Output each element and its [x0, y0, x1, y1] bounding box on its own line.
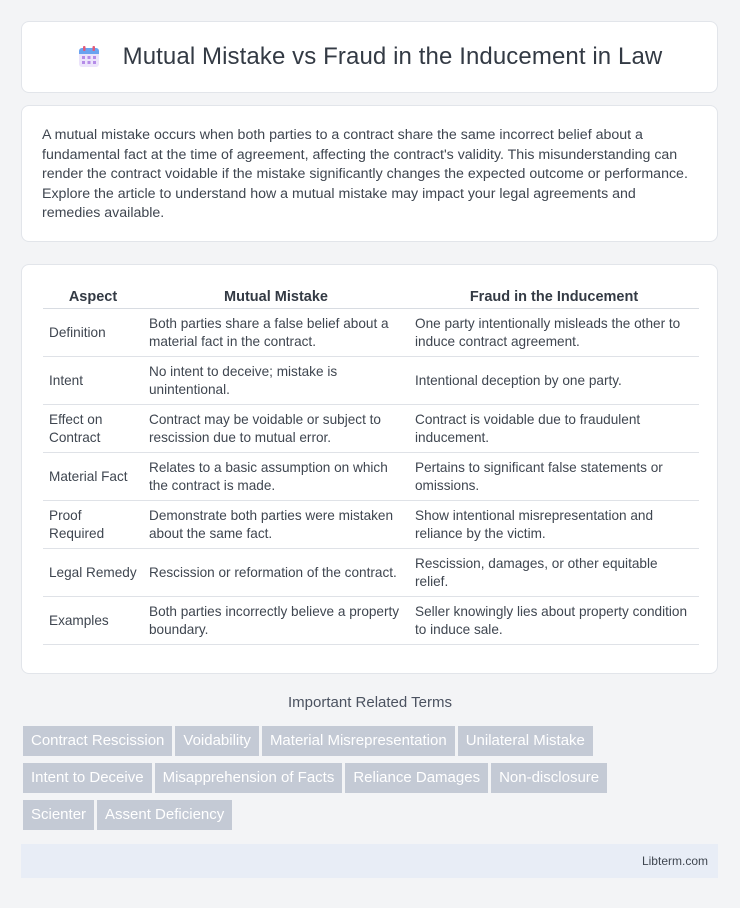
row-fraud: Contract is voidable due to fraudulent inducement.	[409, 405, 699, 453]
row-fraud: Pertains to significant false statements or omissions.	[409, 453, 699, 501]
calendar-icon	[77, 45, 101, 69]
row-fraud: One party intentionally misleads the other to induce contract agreement.	[409, 309, 699, 357]
comparison-table	[43, 285, 699, 645]
row-mutual-mistake: Both parties incorrectly believe a property boundary.	[143, 597, 409, 645]
related-terms-list	[23, 726, 683, 837]
tag-scienter[interactable]: Scienter	[23, 800, 94, 830]
tag-contract-rescission[interactable]: Contract Rescission	[23, 726, 172, 756]
table-row	[43, 597, 699, 645]
tag-reliance-damages[interactable]: Reliance Damages	[345, 763, 488, 793]
table-row	[43, 453, 699, 501]
row-fraud: Seller knowingly lies about property condition to induce sale.	[409, 597, 699, 645]
comparison-card	[21, 264, 718, 674]
tag-non-disclosure[interactable]: Non-disclosure	[491, 763, 607, 793]
table-header-row	[43, 285, 699, 309]
table-row	[43, 405, 699, 453]
table-row	[43, 309, 699, 357]
row-aspect: Legal Remedy	[43, 549, 143, 597]
header-aspect: Aspect	[43, 285, 143, 309]
header-card	[21, 21, 718, 93]
row-fraud: Intentional deception by one party.	[409, 357, 699, 405]
tag-material-misrepresentation[interactable]: Material Misrepresentation	[262, 726, 455, 756]
row-aspect: Definition	[43, 309, 143, 357]
tag-voidability[interactable]: Voidability	[175, 726, 259, 756]
header-mutual-mistake: Mutual Mistake	[143, 285, 409, 309]
page-title: Mutual Mistake vs Fraud in the Inducement in Law	[122, 43, 663, 70]
row-mutual-mistake: No intent to deceive; mistake is unintentional.	[143, 357, 409, 405]
table-row	[43, 501, 699, 549]
row-fraud: Show intentional misrepresentation and reliance by the victim.	[409, 501, 699, 549]
row-aspect: Proof Required	[43, 501, 143, 549]
tag-unilateral-mistake[interactable]: Unilateral Mistake	[458, 726, 593, 756]
row-fraud: Rescission, damages, or other equitable relief.	[409, 549, 699, 597]
row-mutual-mistake: Both parties share a false belief about a material fact in the contract.	[143, 309, 409, 357]
related-terms-title: Important Related Terms	[288, 694, 452, 711]
footer	[21, 844, 718, 878]
intro-card	[21, 105, 718, 242]
table-row	[43, 549, 699, 597]
header-fraud-inducement: Fraud in the Inducement	[409, 285, 699, 309]
table-row	[43, 357, 699, 405]
row-aspect: Intent	[43, 357, 143, 405]
row-mutual-mistake: Contract may be voidable or subject to rescission due to mutual error.	[143, 405, 409, 453]
intro-text: A mutual mistake occurs when both parties to a contract share the same incorrect belief about a fundamental fact at the time of agreement, affecting the contract's validity. This misunderstanding can render the contract voidable if the mistake significantly changes the expected outcome or performance. Explore the article to understand how a mutual mistake may impact your legal agreements and remedies available.	[42, 127, 688, 222]
row-mutual-mistake: Rescission or reformation of the contract.	[143, 549, 409, 597]
footer-site-link[interactable]: Libterm.com	[641, 854, 708, 868]
tag-assent-deficiency[interactable]: Assent Deficiency	[97, 800, 232, 830]
row-aspect: Examples	[43, 597, 143, 645]
tag-misapprehension-of-facts[interactable]: Misapprehension of Facts	[155, 763, 343, 793]
row-mutual-mistake: Demonstrate both parties were mistaken about the same fact.	[143, 501, 409, 549]
tag-intent-to-deceive[interactable]: Intent to Deceive	[23, 763, 152, 793]
row-mutual-mistake: Relates to a basic assumption on which the contract is made.	[143, 453, 409, 501]
row-aspect: Material Fact	[43, 453, 143, 501]
row-aspect: Effect on Contract	[43, 405, 143, 453]
